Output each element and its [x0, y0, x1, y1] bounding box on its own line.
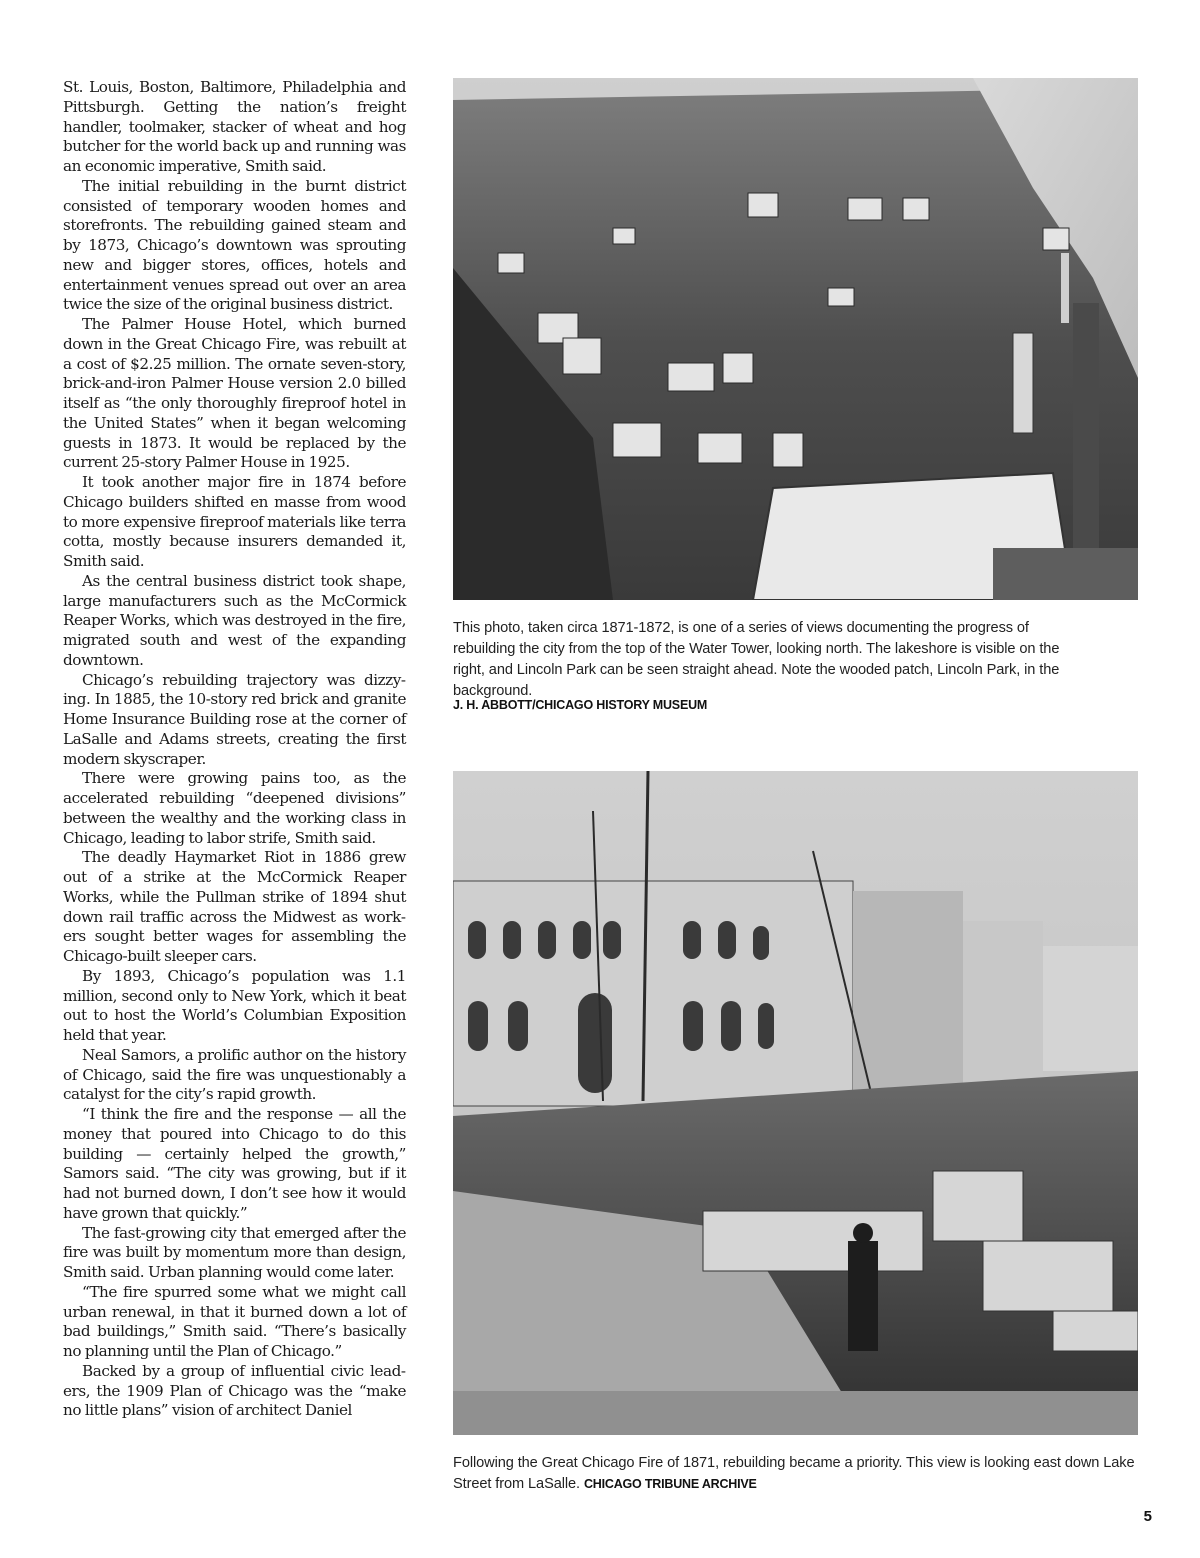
article-paragraph: St. Louis, Boston, Baltimore, Philadelphia and Pittsburgh. Getting the nation’s freight handler, toolmaker, stacker of wheat and hog butcher for the world back up and running was an economic imperative, Smith said.	[63, 78, 406, 175]
photo1-credit: J. H. ABBOTT/CHICAGO HISTORY MUSEUM	[453, 698, 708, 712]
article-paragraph: “The fire spurred some what we might call urban renewal, in that it burned down a lot of bad buildings,” Smith said. “There’s basically no planning until the Plan of Chicago.”	[63, 1282, 406, 1360]
article-paragraph: The deadly Haymarket Riot in 1886 grew out of a strike at the McCormick Reaper Works, while the Pullman strike of 1894 shut down rail traffic across the Midwest as workers sought better wages for assembling the Chicago-built sleeper cars.	[63, 848, 406, 965]
article-paragraph: Chicago’s rebuilding trajectory was dizzying. In 1885, the 10-story red brick and granite Home Insurance Building rose at the corner of LaSalle and Adams streets, creating the first modern skyscraper.	[63, 670, 406, 768]
article-paragraph: Backed by a group of influential civic leaders, the 1909 Plan of Chicago was the “make no little plans” vision of architect Daniel	[63, 1361, 406, 1420]
article-paragraph: As the central business district took shape, large manufacturers such as the McCormick Reaper Works, which was destroyed in the fire, migrated south and west of the expanding downtown.	[63, 571, 406, 669]
photo2-credit: CHICAGO TRIBUNE ARCHIVE	[583, 1477, 757, 1491]
photo2-caption	[453, 1453, 1153, 1495]
article-paragraph: “I think the fire and the response — all the money that poured into Chicago to do this building — certainly helped the growth,” Samors said. “The city was growing, but if it had not burned down, I don’t see how it would have grown that quickly.”	[63, 1105, 406, 1222]
photo1-caption: This photo, taken circa 1871-1872, is one of a series of views documenting the progress of rebuilding the city from the top of the Water Tower, looking north. The lakeshore is visible on the right, and Lincoln Park can be seen straight ahead. Note the wooded patch, Lincoln Park, in the background.	[453, 620, 1060, 699]
page-number: 5	[1143, 1508, 1152, 1525]
aerial-city-photo	[453, 78, 1138, 600]
article-body-column	[63, 78, 406, 1421]
article-paragraph: There were growing pains too, as the accelerated rebuilding “deepened divisions” between the wealthy and the working class in Chicago, leading to labor strife, Smith said.	[63, 769, 406, 847]
article-paragraph: Neal Samors, a prolific author on the history of Chicago, said the fire was unquestionably a catalyst for the city’s rapid growth.	[63, 1045, 406, 1104]
article-paragraph: By 1893, Chicago’s population was 1.1 million, second only to New York, which it beat out to host the World’s Columbian Exposition held that year.	[63, 966, 406, 1044]
article-paragraph: The initial rebuilding in the burnt district consisted of temporary wooden homes and storefronts. The rebuilding gained steam and by 1873, Chicago’s downtown was sprouting new and bigger stores, offices, hotels and entertainment venues spread out over an area twice the size of the original business district.	[63, 176, 406, 314]
article-paragraph: The Palmer House Hotel, which burned down in the Great Chicago Fire, was rebuilt at a cost of $2.25 million. The ornate seven-story, brick-and-iron Palmer House version 2.0 billed itself as “the only thoroughly fireproof hotel in the United States” when it began welcoming guests in 1873. It would be replaced by the current 25-story Palmer House in 1925.	[63, 315, 406, 472]
article-paragraph: It took another major fire in 1874 before Chicago builders shifted en masse from wood to more expensive fireproof materials like terra cotta, mostly because insurers demanded it, Smith said.	[63, 473, 406, 570]
lake-street-construction-photo	[453, 771, 1138, 1435]
article-paragraph: The fast-growing city that emerged after the fire was built by momentum more than design, Smith said. Urban planning would come later.	[63, 1223, 406, 1281]
photo2-caption-text: Following the Great Chicago Fire of 1871, rebuilding became a priority. This view is looking east down Lake Street from LaSalle.	[453, 1455, 1135, 1492]
